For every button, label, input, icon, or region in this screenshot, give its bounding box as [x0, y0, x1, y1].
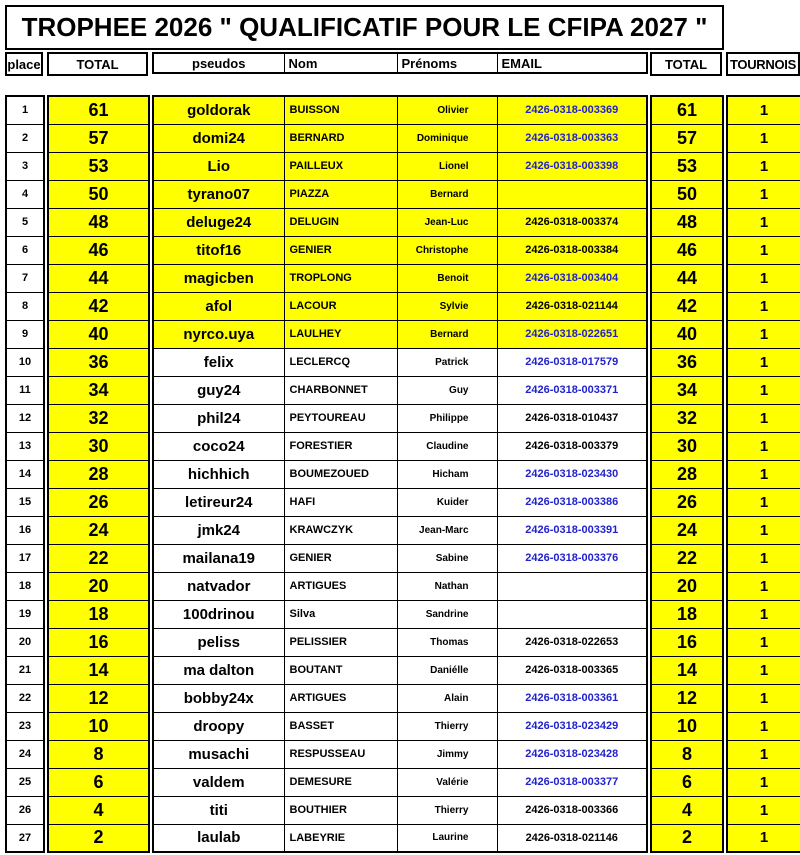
total-left-cell: 32: [48, 404, 149, 432]
place-cell: 20: [6, 628, 44, 656]
email-cell: [497, 600, 647, 628]
tournois-cell: 1: [727, 348, 800, 376]
email-cell[interactable]: 2426-0318-022651: [497, 320, 647, 348]
nom-cell: PELISSIER: [284, 628, 397, 656]
total-left-cell: 48: [48, 208, 149, 236]
total-right-cell: 22: [651, 544, 723, 572]
table-row: [153, 460, 647, 488]
total-left-cell: 53: [48, 152, 149, 180]
col-header-tournois: TOURNOIS: [726, 52, 800, 76]
total-right-cell: 61: [651, 96, 723, 124]
tournois-cell: 1: [727, 684, 800, 712]
place-cell: 5: [6, 208, 44, 236]
pseudo-cell: magicben: [153, 264, 284, 292]
tournois-cell: 1: [727, 264, 800, 292]
email-cell[interactable]: 2426-0318-023430: [497, 460, 647, 488]
email-cell: 2426-0318-003384: [497, 236, 647, 264]
nom-cell: RESPUSSEAU: [284, 740, 397, 768]
email-cell[interactable]: 2426-0318-003386: [497, 488, 647, 516]
table-row: [153, 544, 647, 572]
prenom-cell: Patrick: [397, 348, 497, 376]
col-header-nom: Nom: [284, 53, 397, 73]
total-right-cell: 16: [651, 628, 723, 656]
pseudo-cell: bobby24x: [153, 684, 284, 712]
col-header-total-right: TOTAL: [650, 52, 722, 76]
prenom-cell: Bernard: [397, 180, 497, 208]
table-row: [153, 600, 647, 628]
nom-cell: HAFI: [284, 488, 397, 516]
prenom-cell: Thomas: [397, 628, 497, 656]
prenom-cell: Benoit: [397, 264, 497, 292]
pseudo-cell: letireur24: [153, 488, 284, 516]
nom-cell: TROPLONG: [284, 264, 397, 292]
email-cell[interactable]: 2426-0318-003376: [497, 544, 647, 572]
table-row: [153, 292, 647, 320]
prenom-cell: Lionel: [397, 152, 497, 180]
pseudo-cell: deluge24: [153, 208, 284, 236]
email-cell: 2426-0318-022653: [497, 628, 647, 656]
total-left-cell: 50: [48, 180, 149, 208]
total-right-cell: 50: [651, 180, 723, 208]
pseudo-cell: felix: [153, 348, 284, 376]
pseudo-cell: 100drinou: [153, 600, 284, 628]
tournois-cell: 1: [727, 208, 800, 236]
prenom-cell: Olivier: [397, 96, 497, 124]
pseudo-cell: phil24: [153, 404, 284, 432]
place-cell: 14: [6, 460, 44, 488]
table-row: [153, 488, 647, 516]
prenom-cell: Sandrine: [397, 600, 497, 628]
nom-cell: BOUMEZOUED: [284, 460, 397, 488]
total-right-cell: 57: [651, 124, 723, 152]
email-cell: 2426-0318-003374: [497, 208, 647, 236]
total-left-cell: 12: [48, 684, 149, 712]
table-row: [153, 124, 647, 152]
total-right-cell: 26: [651, 488, 723, 516]
total-right-cell: 20: [651, 572, 723, 600]
pseudo-cell: ma dalton: [153, 656, 284, 684]
total-left-cell: 22: [48, 544, 149, 572]
total-right-cell: 53: [651, 152, 723, 180]
table-row: [153, 712, 647, 740]
total-right-cell: 28: [651, 460, 723, 488]
email-cell[interactable]: 2426-0318-017579: [497, 348, 647, 376]
place-cell: 21: [6, 656, 44, 684]
nom-cell: ARTIGUES: [284, 572, 397, 600]
total-left-cell: 42: [48, 292, 149, 320]
prenom-cell: Guy: [397, 376, 497, 404]
tournois-cell: 1: [727, 600, 800, 628]
prenom-cell: Valérie: [397, 768, 497, 796]
total-left-cell: 10: [48, 712, 149, 740]
email-cell[interactable]: 2426-0318-003398: [497, 152, 647, 180]
prenom-cell: Philippe: [397, 404, 497, 432]
total-left-cell: 28: [48, 460, 149, 488]
place-cell: 22: [6, 684, 44, 712]
table-row: [153, 628, 647, 656]
total-left-cell: 4: [48, 796, 149, 824]
prenom-cell: Claudine: [397, 432, 497, 460]
tournois-cell: 1: [727, 236, 800, 264]
email-cell[interactable]: 2426-0318-003377: [497, 768, 647, 796]
tournois-cell: 1: [727, 320, 800, 348]
tournois-cell: 1: [727, 152, 800, 180]
prenom-cell: Thierry: [397, 712, 497, 740]
page-title: TROPHEE 2026 " QUALIFICATIF POUR LE CFIPA 2027 ": [5, 5, 724, 50]
prenom-cell: Thierry: [397, 796, 497, 824]
tournois-cell: 1: [727, 824, 800, 852]
col-header-total-left: TOTAL: [47, 52, 148, 76]
pseudo-cell: guy24: [153, 376, 284, 404]
pseudo-cell: titi: [153, 796, 284, 824]
place-cell: 12: [6, 404, 44, 432]
table-row: [153, 376, 647, 404]
pseudo-cell: nyrco.uya: [153, 320, 284, 348]
tournois-cell: 1: [727, 292, 800, 320]
tournois-column: [726, 95, 800, 853]
table-row: [153, 348, 647, 376]
email-cell[interactable]: 2426-0318-003361: [497, 684, 647, 712]
table-row: [153, 516, 647, 544]
place-cell: 18: [6, 572, 44, 600]
pseudo-cell: laulab: [153, 824, 284, 852]
col-header-email: EMAIL: [497, 53, 647, 73]
table-row: [153, 152, 647, 180]
pseudo-cell: jmk24: [153, 516, 284, 544]
nom-cell: DELUGIN: [284, 208, 397, 236]
table-row: [153, 796, 647, 824]
table-row: [153, 264, 647, 292]
total-right-cell: 44: [651, 264, 723, 292]
nom-cell: BOUTANT: [284, 656, 397, 684]
table-row: [153, 572, 647, 600]
col-header-prenoms: Prénoms: [397, 53, 497, 73]
total-left-cell: 34: [48, 376, 149, 404]
prenom-cell: Kuider: [397, 488, 497, 516]
email-cell: 2426-0318-021144: [497, 292, 647, 320]
nom-cell: FORESTIER: [284, 432, 397, 460]
email-cell[interactable]: 2426-0318-003404: [497, 264, 647, 292]
place-column: [5, 95, 45, 853]
total-right-cell: 32: [651, 404, 723, 432]
email-cell[interactable]: 2426-0318-023428: [497, 740, 647, 768]
col-header-pseudos: pseudos: [153, 53, 284, 73]
total-right-cell: 24: [651, 516, 723, 544]
total-left-cell: 18: [48, 600, 149, 628]
total-left-cell: 2: [48, 824, 149, 852]
table-row: [153, 768, 647, 796]
total-right-cell: 12: [651, 684, 723, 712]
tournois-cell: 1: [727, 96, 800, 124]
nom-cell: DEMESURE: [284, 768, 397, 796]
nom-cell: BOUTHIER: [284, 796, 397, 824]
col-header-place: place: [5, 52, 43, 76]
place-cell: 11: [6, 376, 44, 404]
prenom-cell: Daniélle: [397, 656, 497, 684]
email-cell[interactable]: 2426-0318-003369: [497, 96, 647, 124]
total-right-cell: 2: [651, 824, 723, 852]
tournois-cell: 1: [727, 488, 800, 516]
tournois-cell: 1: [727, 432, 800, 460]
table-row: [153, 684, 647, 712]
place-cell: 24: [6, 740, 44, 768]
total-right-cell: 6: [651, 768, 723, 796]
nom-cell: PEYTOUREAU: [284, 404, 397, 432]
pseudo-cell: natvador: [153, 572, 284, 600]
prenom-cell: Alain: [397, 684, 497, 712]
pseudo-cell: tyrano07: [153, 180, 284, 208]
total-right-cell: 10: [651, 712, 723, 740]
prenom-cell: Christophe: [397, 236, 497, 264]
place-cell: 25: [6, 768, 44, 796]
place-cell: 17: [6, 544, 44, 572]
pseudo-cell: domi24: [153, 124, 284, 152]
nom-cell: BASSET: [284, 712, 397, 740]
total-right-cell: 40: [651, 320, 723, 348]
main-header-row: [152, 52, 648, 74]
table-row: [153, 320, 647, 348]
table-row: [153, 208, 647, 236]
tournois-cell: 1: [727, 460, 800, 488]
tournois-cell: 1: [727, 768, 800, 796]
place-cell: 2: [6, 124, 44, 152]
total-left-cell: 46: [48, 236, 149, 264]
nom-cell: KRAWCZYK: [284, 516, 397, 544]
nom-cell: Silva: [284, 600, 397, 628]
nom-cell: BERNARD: [284, 124, 397, 152]
prenom-cell: Dominique: [397, 124, 497, 152]
total-left-column: [47, 95, 150, 853]
nom-cell: PIAZZA: [284, 180, 397, 208]
total-right-cell: 46: [651, 236, 723, 264]
place-cell: 26: [6, 796, 44, 824]
place-cell: 13: [6, 432, 44, 460]
prenom-cell: Nathan: [397, 572, 497, 600]
pseudo-cell: afol: [153, 292, 284, 320]
prenom-cell: Jimmy: [397, 740, 497, 768]
nom-cell: PAILLEUX: [284, 152, 397, 180]
table-row: [153, 656, 647, 684]
place-cell: 10: [6, 348, 44, 376]
pseudo-cell: mailana19: [153, 544, 284, 572]
prenom-cell: Hicham: [397, 460, 497, 488]
tournois-cell: 1: [727, 544, 800, 572]
tournois-cell: 1: [727, 740, 800, 768]
place-cell: 6: [6, 236, 44, 264]
table-row: [153, 96, 647, 124]
tournois-cell: 1: [727, 376, 800, 404]
pseudo-cell: droopy: [153, 712, 284, 740]
email-cell[interactable]: 2426-0318-003371: [497, 376, 647, 404]
total-left-cell: 24: [48, 516, 149, 544]
email-cell: 2426-0318-003379: [497, 432, 647, 460]
prenom-cell: Jean-Marc: [397, 516, 497, 544]
total-right-column: [650, 95, 724, 853]
tournois-cell: 1: [727, 516, 800, 544]
nom-cell: ARTIGUES: [284, 684, 397, 712]
tournois-cell: 1: [727, 796, 800, 824]
total-right-cell: 48: [651, 208, 723, 236]
table-row: [153, 180, 647, 208]
nom-cell: LABEYRIE: [284, 824, 397, 852]
nom-cell: LECLERCQ: [284, 348, 397, 376]
total-left-cell: 14: [48, 656, 149, 684]
email-cell: 2426-0318-010437: [497, 404, 647, 432]
pseudo-cell: goldorak: [153, 96, 284, 124]
nom-cell: GENIER: [284, 236, 397, 264]
nom-cell: LAULHEY: [284, 320, 397, 348]
total-left-cell: 16: [48, 628, 149, 656]
total-right-cell: 42: [651, 292, 723, 320]
table-row: [153, 740, 647, 768]
email-cell: [497, 572, 647, 600]
pseudo-cell: Lio: [153, 152, 284, 180]
prenom-cell: Sylvie: [397, 292, 497, 320]
tournois-cell: 1: [727, 572, 800, 600]
total-left-cell: 26: [48, 488, 149, 516]
tournois-cell: 1: [727, 656, 800, 684]
place-cell: 7: [6, 264, 44, 292]
total-left-cell: 6: [48, 768, 149, 796]
total-left-cell: 20: [48, 572, 149, 600]
place-cell: 4: [6, 180, 44, 208]
prenom-cell: Laurine: [397, 824, 497, 852]
pseudo-cell: hichhich: [153, 460, 284, 488]
tournois-cell: 1: [727, 712, 800, 740]
table-row: [153, 432, 647, 460]
prenom-cell: Jean-Luc: [397, 208, 497, 236]
pseudo-cell: titof16: [153, 236, 284, 264]
table-row: [153, 824, 647, 852]
email-cell[interactable]: 2426-0318-023429: [497, 712, 647, 740]
nom-cell: BUISSON: [284, 96, 397, 124]
place-cell: 8: [6, 292, 44, 320]
place-cell: 3: [6, 152, 44, 180]
email-cell: 2426-0318-021146: [497, 824, 647, 852]
place-cell: 27: [6, 824, 44, 852]
place-cell: 16: [6, 516, 44, 544]
nom-cell: CHARBONNET: [284, 376, 397, 404]
email-cell: 2426-0318-003366: [497, 796, 647, 824]
pseudo-cell: coco24: [153, 432, 284, 460]
place-cell: 19: [6, 600, 44, 628]
place-cell: 15: [6, 488, 44, 516]
tournois-cell: 1: [727, 628, 800, 656]
email-cell: [497, 180, 647, 208]
total-left-cell: 8: [48, 740, 149, 768]
pseudo-cell: peliss: [153, 628, 284, 656]
total-left-cell: 44: [48, 264, 149, 292]
total-right-cell: 4: [651, 796, 723, 824]
place-cell: 23: [6, 712, 44, 740]
total-left-cell: 30: [48, 432, 149, 460]
total-right-cell: 14: [651, 656, 723, 684]
nom-cell: LACOUR: [284, 292, 397, 320]
total-right-cell: 34: [651, 376, 723, 404]
total-left-cell: 61: [48, 96, 149, 124]
email-cell[interactable]: 2426-0318-003391: [497, 516, 647, 544]
email-cell: 2426-0318-003365: [497, 656, 647, 684]
total-right-cell: 18: [651, 600, 723, 628]
email-cell[interactable]: 2426-0318-003363: [497, 124, 647, 152]
prenom-cell: Bernard: [397, 320, 497, 348]
place-cell: 9: [6, 320, 44, 348]
tournois-cell: 1: [727, 404, 800, 432]
pseudo-cell: valdem: [153, 768, 284, 796]
total-right-cell: 30: [651, 432, 723, 460]
pseudo-cell: musachi: [153, 740, 284, 768]
table-row: [153, 404, 647, 432]
tournois-cell: 1: [727, 180, 800, 208]
table-row: [153, 236, 647, 264]
nom-cell: GENIER: [284, 544, 397, 572]
place-cell: 1: [6, 96, 44, 124]
total-left-cell: 36: [48, 348, 149, 376]
prenom-cell: Sabine: [397, 544, 497, 572]
total-left-cell: 40: [48, 320, 149, 348]
tournois-cell: 1: [727, 124, 800, 152]
total-left-cell: 57: [48, 124, 149, 152]
total-right-cell: 36: [651, 348, 723, 376]
main-table: [152, 95, 648, 853]
total-right-cell: 8: [651, 740, 723, 768]
